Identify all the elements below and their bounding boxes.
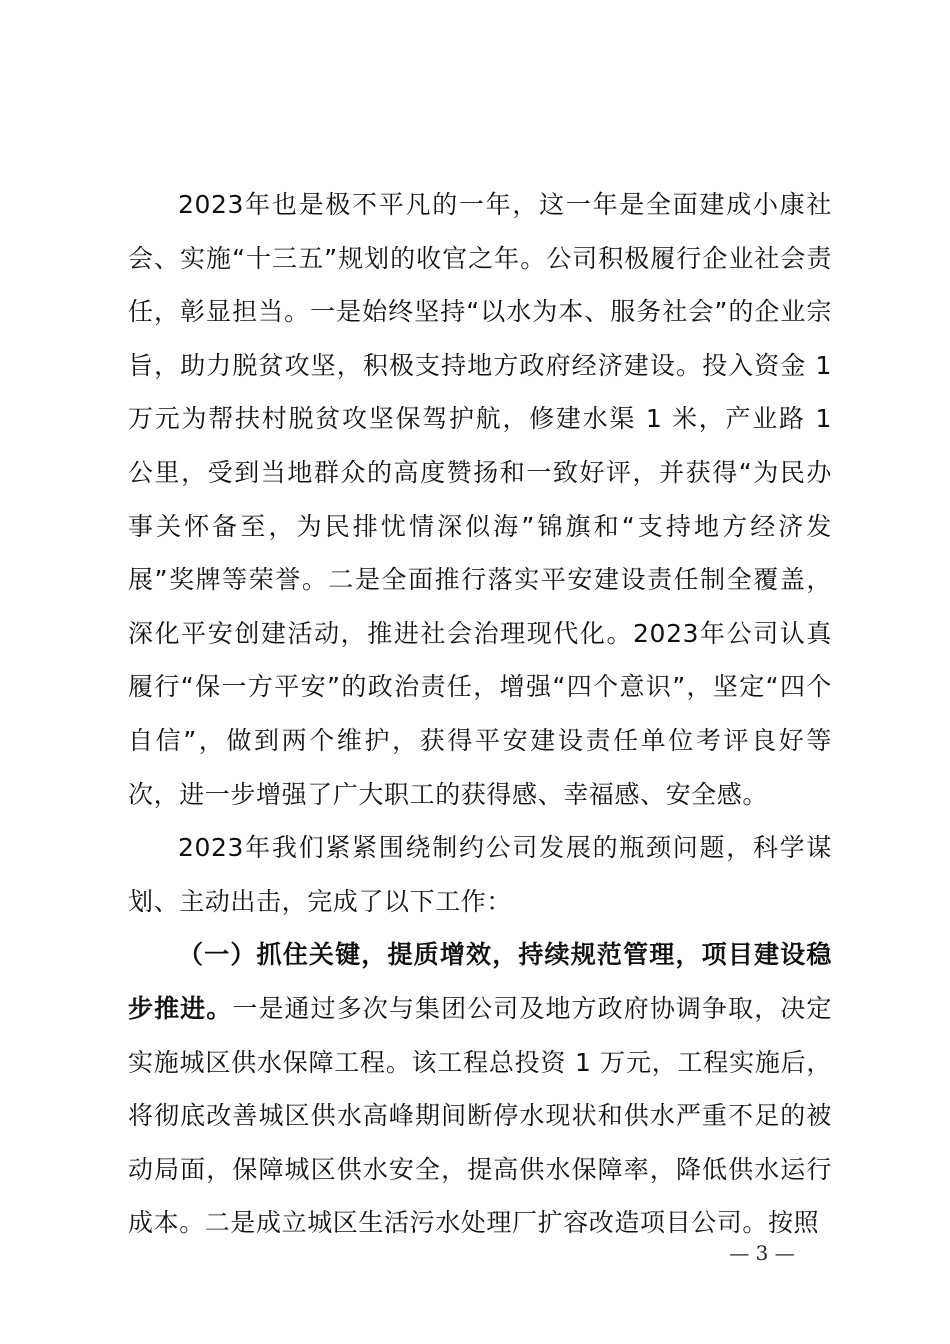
paragraph-3 (128, 928, 832, 1250)
paragraph-3-heading: （一）抓住关键，提质增效，持续规范管理，项目建设稳步推进。 (128, 940, 832, 1023)
paragraph-3-text: 一是通过多次与集团公司及地方政府协调争取，决定实施城区供水保障工程。该工程总投资 1 万元，工程实施后，将彻底改善城区供水高峰期间断停水现状和供水严重不足的被动局面，保障城区供水安全，提高供水保障率，降低供水运行成本。二是成立城区生活污水处理厂扩容改造项目公司。按照 (128, 993, 832, 1238)
paragraph-2-text: 2023年我们紧紧围绕制约公司发展的瓶颈问题，科学谋划、主动出击，完成了以下工作： (128, 833, 832, 916)
page-number: — 3 — (729, 1241, 795, 1265)
document-body (128, 178, 832, 1250)
paragraph-1-text: 2023年也是极不平凡的一年，这一年是全面建成小康社会、实施“十三五”规划的收官之年。公司积极履行企业社会责任，彰显担当。一是始终坚持“以水为本、服务社会”的企业宗旨，助力脱贫攻坚，积极支持地方政府经济建设。投入资金 1 万元为帮扶村脱贫攻坚保驾护航，修建水渠 1 米，产业路 1 公里，受到当地群众的高度赞扬和一致好评，并获得“为民办事关怀备至，为民排忧情深似海”锦旗和“支持地方经济发展”奖牌等荣誉。二是全面推行落实平安建设责任制全覆盖，深化平安创建活动，推进社会治理现代化。2023年公司认真履行“保一方平安”的政治责任，增强“四个意识”，坚定“四个自信”，做到两个维护，获得平安建设责任单位考评良好等次，进一步增强了广大职工的获得感、幸福感、安全感。 (128, 190, 832, 809)
paragraph-1 (128, 178, 832, 821)
paragraph-2 (128, 821, 832, 928)
